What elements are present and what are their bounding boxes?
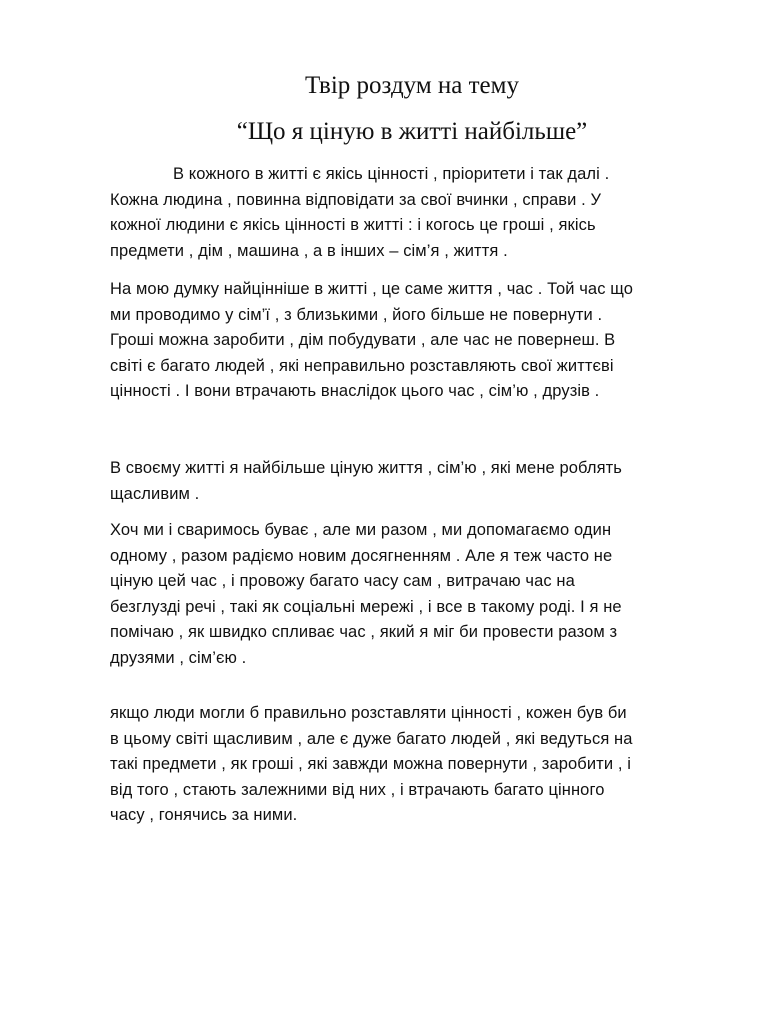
paragraph-line: Кожна людина , повинна відповідати за свої вчинки , справи . У [110, 190, 602, 209]
document-title: Твір роздум на тему [305, 72, 519, 99]
paragraph-3 [110, 456, 720, 507]
paragraph-line: ціную цей час , і провожу багато часу сам , витрачаю час на [110, 572, 575, 591]
paragraph-line: На мою думку найцінніше в житті , це саме життя , час . Той час що [110, 280, 634, 298]
paragraph-line: кожної людини є якісь цінності в житті : і когось це гроші , якісь [110, 216, 596, 235]
paragraph-line: цінності . І вони втрачають внаслідок цього час , сім’ю , друзів . [110, 382, 600, 401]
paragraph-line: в цьому світі щасливим , але є дуже багато людей , які ведуться на [110, 729, 633, 748]
paragraph-line: якщо люди могли б правильно розставляти цінності , кожен був би [110, 704, 627, 722]
paragraph-4 [110, 518, 720, 672]
paragraph-1 [110, 162, 720, 264]
paragraph-line: часу , гонячись за ними. [110, 806, 298, 825]
document-subtitle: “Що я ціную в житті найбільше” [236, 118, 588, 145]
paragraph-line: одному , разом радіємо новим досягненням . Але я теж часто не [110, 546, 613, 565]
paragraph-line: такі предмети , як гроші , які завжди можна повернути , заробити , і [110, 755, 631, 774]
paragraph-line: В своєму житті я найбільше ціную життя , сім’ю , які мене роблять [110, 459, 622, 477]
paragraph-line: В кожного в житті є якісь цінності , пріоритети і так далі . [173, 165, 610, 183]
paragraph-line: помічаю , як швидко спливає час , який я міг би провести разом з [110, 623, 618, 642]
paragraph-2 [110, 277, 720, 405]
paragraph-line: Гроші можна заробити , дім побудувати , але час не повернеш. В [110, 331, 616, 350]
paragraph-line: предмети , дім , машина , а в інших – сім’я , життя . [110, 241, 508, 260]
paragraph-line: щасливим . [110, 484, 200, 503]
paragraph-line: ми проводимо у сім’ї , з близькими , його більше не повернути . [110, 305, 603, 324]
paragraph-5 [110, 701, 720, 829]
paragraph-line: безглузді речі , такі як соціальні мережі , і все в такому роді. І я не [110, 597, 622, 616]
paragraph-line: світі є багато людей , які неправильно розставляють свої життєві [110, 356, 614, 375]
paragraph-line: від того , стають залежними від них , і втрачають багато цінного [110, 780, 605, 799]
paragraph-line: Хоч ми і сваримось буває , але ми разом , ми допомагаємо один [110, 521, 612, 539]
paragraph-line: друзями , сім’єю . [110, 648, 247, 667]
